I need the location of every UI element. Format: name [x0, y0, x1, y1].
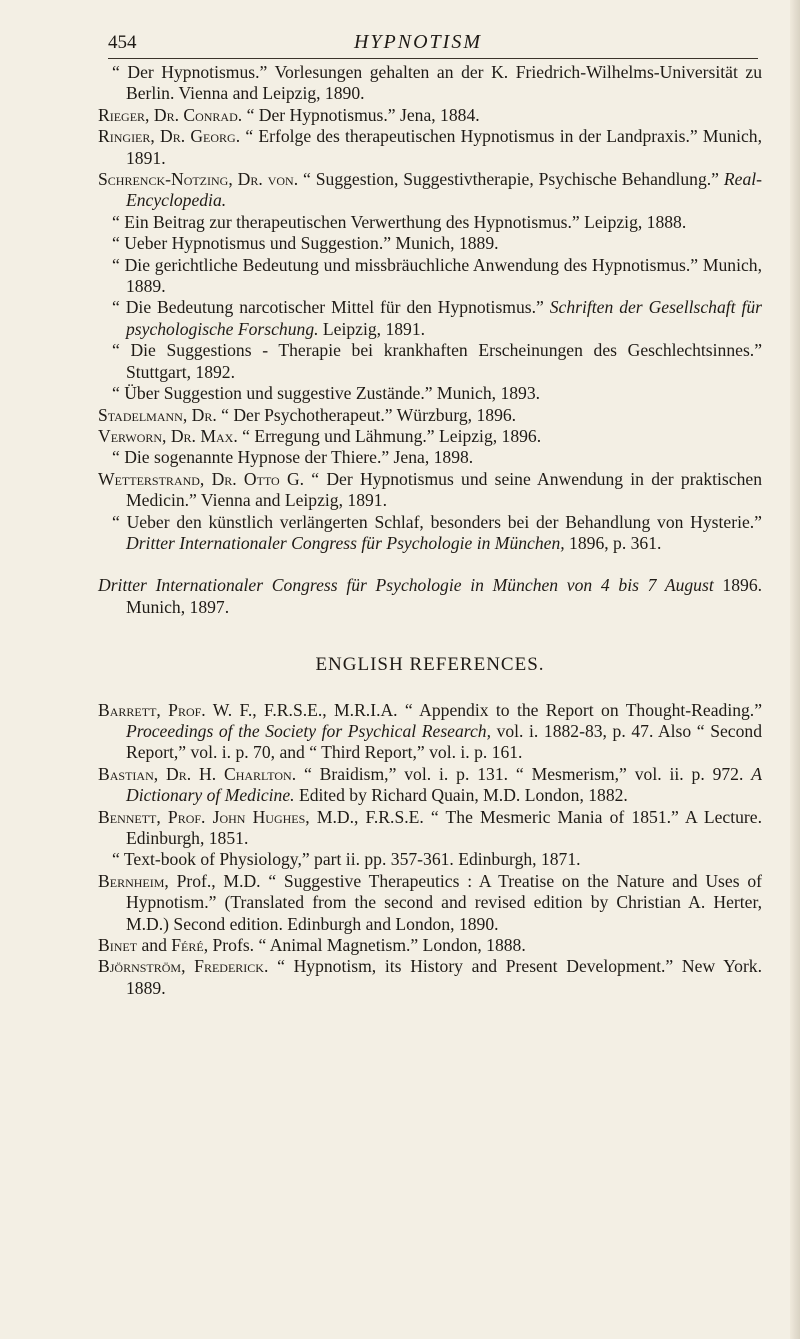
english-references-heading: ENGLISH REFERENCES. — [315, 654, 545, 676]
reference-author: Bernheim, — [98, 870, 169, 891]
reference-entry — [98, 297, 762, 340]
reference-author: Schrenck-Notzing, Dr. von. — [98, 169, 299, 190]
reference-author: Rieger, Dr. Conrad. — [98, 104, 243, 125]
reference-text: “ Suggestion, Suggestivtherapie, Psychische Behandlung.” — [298, 169, 724, 190]
reference-entry — [98, 469, 762, 512]
reference-entry — [98, 849, 762, 870]
reference-text: “ Ueber den künstlich verlängerten Schlaf, besonders bei der Behandlung von Hysterie.” — [112, 511, 762, 532]
congress-title: Dritter Internationaler Congress für Psychologie in München von 4 bis 7 August — [98, 575, 714, 596]
reference-author: Bastian, Dr. H. Charlton. — [98, 763, 297, 784]
reference-author: Barrett, Prof. W. F., — [98, 699, 257, 720]
reference-details: Profs. “ Animal Magnetism.” London, 1888. — [208, 935, 526, 956]
reference-text: “ Der Psychotherapeut.” Würzburg, 1896. — [216, 404, 517, 425]
reference-author: Ringier, Dr. Georg. — [98, 126, 241, 147]
reference-publication: A Dictionary of Medicine. — [126, 763, 762, 806]
header-rule — [108, 58, 758, 59]
reference-text: “ Braidism,” vol. i. p. 131. “ Mesmerism,” vol. ii. p. 972. — [296, 763, 752, 784]
spacer — [98, 554, 762, 575]
reference-text: “ Der Hypnotismus.” Vorlesungen gehalten an der K. Friedrich-Wilhelms-Universität zu Berlin. Vienna and Leipzig, 1890. — [112, 62, 762, 104]
reference-text: “ Der Hypnotismus.” Jena, 1884. — [242, 104, 480, 125]
reference-entry — [98, 935, 762, 956]
reference-text: “ Die sogenannte Hypnose der Thiere.” Jena, 1898. — [112, 447, 474, 468]
reference-entry — [98, 807, 762, 850]
reference-entry — [98, 169, 762, 212]
congress-details: 1896. Munich, 1897. — [126, 575, 763, 617]
reference-entry — [98, 105, 762, 126]
page-edge — [790, 0, 800, 1339]
reference-text: “ Text-book of Physiology,” part ii. pp. 357-361. Edinburgh, 1871. — [112, 849, 581, 870]
page-number: 454 — [108, 32, 137, 53]
reference-author: Bennett, Prof. John Hughes, — [98, 806, 310, 827]
reference-text: Prof., M.D. “ Suggestive Therapeutics : A Treatise on the Nature and Uses of Hypnotism.” (Translated from the second and revised edition by Christian A. Herter, M.D.) Second edition. Edinburgh and London, 1890. — [126, 870, 762, 934]
reference-publication: Real-Encyclopedia. — [126, 169, 763, 211]
reference-text: “ Die Suggestions - Therapie bei krankhaften Erscheinungen des Geschlechtsinnes.” Stuttgart, 1892. — [112, 340, 762, 382]
reference-entry — [98, 956, 762, 999]
reference-entry — [98, 255, 762, 298]
reference-text: “ Ein Beitrag zur therapeutischen Verwerthung des Hypnotismus.” Leipzig, 1888. — [112, 211, 687, 232]
reference-entry — [98, 447, 762, 468]
reference-author: Wetterstrand, Dr. Otto G. — [98, 468, 305, 489]
running-title: HYPNOTISM — [353, 31, 482, 53]
reference-entry — [98, 340, 762, 383]
reference-author: Féré, — [171, 935, 209, 956]
reference-text: “ Hypnotism, its History and Present Development.” New York. 1889. — [126, 956, 762, 998]
reference-text: “ Erregung und Lähmung.” Leipzig, 1896. — [237, 425, 542, 446]
reference-text: and — [137, 935, 172, 956]
reference-details: Leipzig, 1891. — [318, 318, 426, 339]
english-references-list — [98, 700, 762, 1000]
reference-text: “ Die gerichtliche Bedeutung und missbräuchliche Anwendung des Hypnotismus.” Munich, 1889. — [112, 254, 762, 297]
reference-text: M.D., F.R.S.E. “ The Mesmeric Mania of 1851.” A Lecture. Edinburgh, 1851. — [126, 806, 762, 848]
reference-text: “ Der Hypnotismus und seine Anwendung in der praktischen Medicin.” Vienna and Leipzig, 1891. — [126, 468, 762, 511]
congress-reference — [98, 575, 762, 618]
reference-entry — [98, 126, 762, 169]
reference-author: Björnström, Frederick. — [98, 956, 269, 977]
page-header — [78, 26, 758, 56]
reference-author: Binet — [98, 935, 138, 956]
reference-entry — [98, 62, 762, 105]
german-references-list — [98, 62, 762, 554]
reference-author: Verworn, Dr. Max. — [98, 425, 238, 446]
reference-text: “ Die Bedeutung narcotischer Mittel für den Hypnotismus.” — [112, 297, 550, 318]
reference-entry — [98, 700, 762, 764]
reference-details: vol. i. 1882-83, p. 47. Also “ Second Report,” vol. i. p. 70, and “ Third Report,” vol. i. p. 161. — [126, 720, 762, 763]
reference-publication: Proceedings of the Society for Psychical Research, — [126, 720, 491, 741]
reference-text: “ Erfolge des therapeutischen Hypnotismus in der Landpraxis.” Munich, 1891. — [126, 126, 763, 168]
reference-entry — [98, 871, 762, 935]
reference-entry — [98, 383, 762, 404]
reference-text: “ Über Suggestion und suggestive Zustände.” Munich, 1893. — [112, 383, 541, 404]
reference-details: 1896, p. 361. — [564, 532, 662, 553]
reference-author: Stadelmann, Dr. — [98, 404, 217, 425]
reference-entry — [98, 512, 762, 555]
reference-details: Edited by Richard Quain, M.D. London, 1882. — [294, 785, 628, 806]
reference-entry — [98, 426, 762, 447]
reference-entry — [98, 764, 762, 807]
reference-entry — [98, 405, 762, 426]
reference-text: “ Ueber Hypnotismus und Suggestion.” Munich, 1889. — [112, 233, 499, 254]
reference-entry — [98, 233, 762, 254]
reference-publication: Dritter Internationaler Congress für Psychologie in München, — [126, 532, 565, 553]
reference-publication: Schriften der Gesellschaft für psychologische Forschung. — [126, 297, 762, 339]
references-body — [98, 62, 762, 999]
reference-entry — [98, 212, 762, 233]
reference-text: F.R.S.E., M.R.I.A. “ Appendix to the Report on Thought-Reading.” — [256, 699, 763, 720]
